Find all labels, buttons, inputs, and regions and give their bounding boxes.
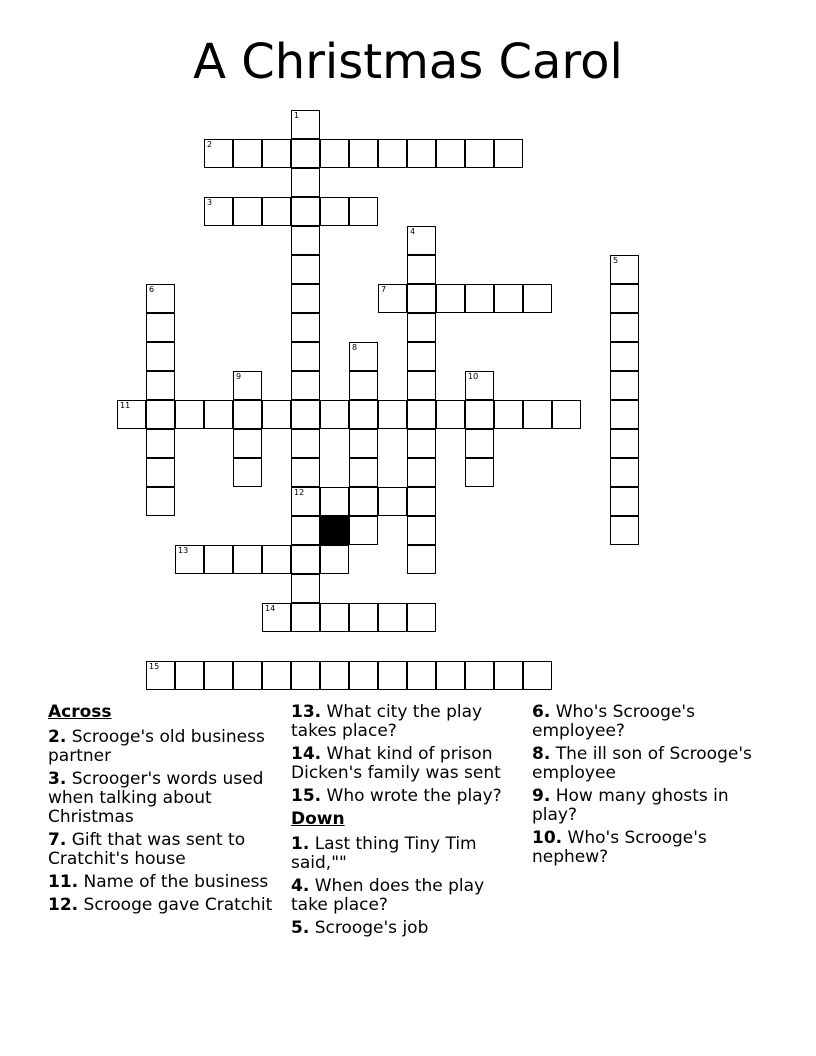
grid-cell[interactable]	[465, 284, 494, 313]
clue-down-10: 10. Who's Scrooge's nephew?	[532, 828, 707, 867]
grid-cell[interactable]	[262, 197, 291, 226]
grid-cell[interactable]	[175, 661, 204, 690]
grid-cell[interactable]	[407, 516, 436, 545]
clue-number: 10	[468, 372, 479, 381]
grid-cell[interactable]	[407, 458, 436, 487]
clue-across-14: 14. What kind of prison Dicken's family was sent	[291, 744, 501, 783]
clue-down-8: 8. The ill son of Scrooge's employee	[532, 744, 752, 783]
grid-cell[interactable]	[494, 284, 523, 313]
grid-cell[interactable]	[610, 487, 639, 516]
grid-cell[interactable]	[436, 284, 465, 313]
grid-cell[interactable]	[436, 139, 465, 168]
grid-cell[interactable]	[407, 371, 436, 400]
clue-down-9: 9. How many ghosts in play?	[532, 786, 729, 825]
grid-cell[interactable]	[349, 400, 378, 429]
grid-cell[interactable]	[610, 458, 639, 487]
grid-cell[interactable]	[349, 603, 378, 632]
clue-across-11: 11. Name of the business	[48, 872, 269, 892]
grid-cell[interactable]	[349, 197, 378, 226]
grid-cell[interactable]	[407, 284, 436, 313]
grid-cell[interactable]	[291, 313, 320, 342]
grid-cell[interactable]	[494, 661, 523, 690]
grid-cell[interactable]	[146, 313, 175, 342]
grid-cell[interactable]	[465, 139, 494, 168]
grid-cell[interactable]	[494, 139, 523, 168]
grid-cell[interactable]	[146, 458, 175, 487]
grid-cell[interactable]	[610, 516, 639, 545]
clue-number: 15	[149, 662, 160, 671]
grid-cell[interactable]	[320, 400, 349, 429]
grid-cell[interactable]	[291, 458, 320, 487]
grid-cell[interactable]	[494, 400, 523, 429]
grid-cell[interactable]	[407, 661, 436, 690]
grid-cell[interactable]	[262, 603, 291, 632]
clue-across-12: 12. Scrooge gave Cratchit	[48, 895, 273, 915]
grid-cell[interactable]	[204, 400, 233, 429]
grid-cell[interactable]	[378, 603, 407, 632]
grid-cell[interactable]	[407, 313, 436, 342]
grid-cell[interactable]	[262, 139, 291, 168]
grid-cell[interactable]	[291, 487, 320, 516]
grid-cell[interactable]	[146, 284, 175, 313]
grid-cell[interactable]	[320, 661, 349, 690]
grid-cell[interactable]	[349, 487, 378, 516]
clue-across-3: 3. Scrooger's words used when talking about Christmas	[48, 769, 264, 827]
grid-cell[interactable]	[349, 516, 378, 545]
grid-cell[interactable]	[262, 545, 291, 574]
grid-cell[interactable]	[378, 139, 407, 168]
grid-cell[interactable]	[291, 516, 320, 545]
grid-cell[interactable]	[291, 661, 320, 690]
grid-cell[interactable]	[610, 429, 639, 458]
grid-cell[interactable]	[291, 429, 320, 458]
clue-number: 11	[120, 401, 131, 410]
grid-cell[interactable]	[233, 197, 262, 226]
down-heading: Down	[291, 809, 345, 829]
grid-cell[interactable]	[233, 139, 262, 168]
grid-cell[interactable]	[233, 545, 262, 574]
grid-cell[interactable]	[320, 545, 349, 574]
clue-number: 14	[265, 604, 276, 613]
grid-cell[interactable]	[610, 284, 639, 313]
clue-number: 5	[613, 256, 619, 265]
grid-cell[interactable]	[291, 400, 320, 429]
grid-cell[interactable]	[465, 458, 494, 487]
grid-cell[interactable]	[378, 400, 407, 429]
grid-cell[interactable]	[146, 400, 175, 429]
grid-cell[interactable]	[407, 342, 436, 371]
grid-cell[interactable]	[349, 429, 378, 458]
clue-number: 2	[207, 140, 213, 149]
grid-cell[interactable]	[291, 139, 320, 168]
grid-cell[interactable]	[407, 545, 436, 574]
clue-across-15: 15. Who wrote the play?	[291, 786, 502, 806]
grid-cell[interactable]	[291, 255, 320, 284]
clues-column-1	[48, 703, 288, 919]
clue-number: 3	[207, 198, 213, 207]
grid-cell[interactable]	[436, 400, 465, 429]
grid-cell[interactable]	[378, 487, 407, 516]
grid-cell[interactable]	[465, 661, 494, 690]
grid-cell[interactable]	[204, 139, 233, 168]
grid-cell[interactable]	[291, 110, 320, 139]
grid-cell[interactable]	[610, 313, 639, 342]
grid-cell[interactable]	[262, 400, 291, 429]
grid-cell[interactable]	[407, 255, 436, 284]
grid-cell[interactable]	[204, 545, 233, 574]
grid-cell[interactable]	[610, 342, 639, 371]
grid-cell[interactable]	[291, 197, 320, 226]
grid-cell[interactable]	[349, 661, 378, 690]
grid-cell[interactable]	[407, 429, 436, 458]
clue-across-2: 2. Scrooge's old business partner	[48, 727, 265, 766]
grid-cell[interactable]	[291, 168, 320, 197]
clue-down-1: 1. Last thing Tiny Tim said,""	[291, 834, 477, 873]
grid-cell[interactable]	[320, 487, 349, 516]
page-title: A Christmas Carol	[193, 34, 623, 90]
grid-cell[interactable]	[610, 255, 639, 284]
grid-cell[interactable]	[610, 400, 639, 429]
grid-cell[interactable]	[407, 139, 436, 168]
grid-cell[interactable]	[436, 661, 465, 690]
grid-cell[interactable]	[146, 661, 175, 690]
clue-number: 9	[236, 372, 242, 381]
clue-down-5: 5. Scrooge's job	[291, 918, 429, 938]
grid-cell[interactable]	[291, 371, 320, 400]
grid-cell[interactable]	[349, 458, 378, 487]
grid-cell[interactable]	[378, 661, 407, 690]
grid-cell[interactable]	[146, 487, 175, 516]
grid-cell[interactable]	[320, 197, 349, 226]
clue-number: 1	[294, 111, 300, 120]
clues-column-2	[291, 703, 526, 942]
grid-cell[interactable]	[407, 487, 436, 516]
grid-cell[interactable]	[291, 545, 320, 574]
clue-down-4: 4. When does the play take place?	[291, 876, 485, 915]
grid-cell[interactable]	[117, 400, 146, 429]
grid-cell[interactable]	[465, 371, 494, 400]
grid-cell[interactable]	[291, 226, 320, 255]
grid-cell[interactable]	[320, 603, 349, 632]
clue-number: 7	[381, 285, 387, 294]
grid-cell[interactable]	[262, 661, 291, 690]
grid-cell[interactable]	[291, 574, 320, 603]
grid-cell[interactable]	[552, 400, 581, 429]
clue-across-13: 13. What city the play takes place?	[291, 702, 483, 741]
grid-cell[interactable]	[146, 342, 175, 371]
grid-cell[interactable]	[233, 371, 262, 400]
grid-cell[interactable]	[233, 400, 262, 429]
clues-column-3	[532, 703, 762, 871]
grid-cell[interactable]	[146, 371, 175, 400]
grid-cell[interactable]	[320, 139, 349, 168]
clue-number: 8	[352, 343, 358, 352]
grid-cell[interactable]	[523, 400, 552, 429]
grid-cell[interactable]	[349, 139, 378, 168]
grid-cell[interactable]	[465, 429, 494, 458]
grid-cell[interactable]	[291, 284, 320, 313]
grid-cell[interactable]	[523, 284, 552, 313]
grid-cell[interactable]	[407, 400, 436, 429]
clue-number: 6	[149, 285, 155, 294]
grid-cell[interactable]	[523, 661, 552, 690]
grid-block	[320, 516, 349, 545]
clue-down-6: 6. Who's Scrooge's employee?	[532, 702, 695, 741]
grid-cell[interactable]	[378, 284, 407, 313]
across-heading: Across	[48, 702, 112, 722]
grid-cell[interactable]	[233, 458, 262, 487]
grid-cell[interactable]	[610, 371, 639, 400]
grid-cell[interactable]	[291, 342, 320, 371]
grid-cell[interactable]	[349, 342, 378, 371]
grid-cell[interactable]	[146, 429, 175, 458]
grid-cell[interactable]	[204, 661, 233, 690]
grid-cell[interactable]	[204, 197, 233, 226]
grid-cell[interactable]	[233, 429, 262, 458]
grid-cell[interactable]	[233, 661, 262, 690]
clue-number: 12	[294, 488, 305, 497]
clue-number: 13	[178, 546, 189, 555]
grid-cell[interactable]	[349, 371, 378, 400]
grid-cell[interactable]	[407, 226, 436, 255]
grid-cell[interactable]	[175, 545, 204, 574]
grid-cell[interactable]	[407, 603, 436, 632]
grid-cell[interactable]	[175, 400, 204, 429]
grid-cell[interactable]	[465, 400, 494, 429]
clue-number: 4	[410, 227, 416, 236]
grid-cell[interactable]	[291, 603, 320, 632]
clue-across-7: 7. Gift that was sent to Cratchit's house	[48, 830, 246, 869]
